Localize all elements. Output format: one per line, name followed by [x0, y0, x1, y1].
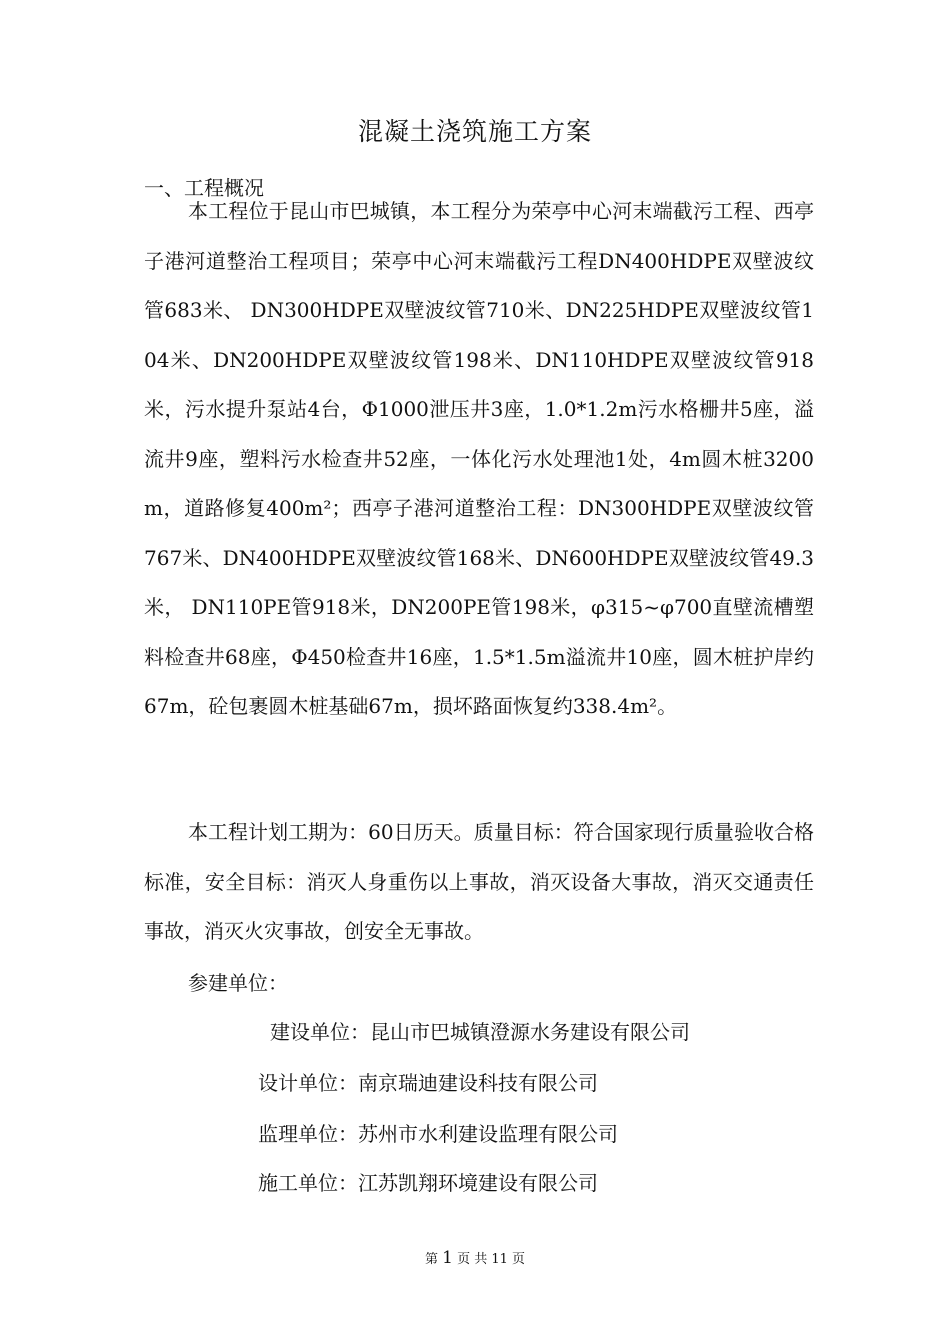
participant-construction-unit: 建设单位：昆山市巴城镇澄源水务建设有限公司 [270, 1020, 690, 1044]
participant-contractor-unit: 施工单位：江苏凯翔环境建设有限公司 [258, 1171, 598, 1195]
footer-page-number: 1 [442, 1248, 453, 1268]
paragraph-overview: 本工程位于昆山市巴城镇，本工程分为荣亭中心河末端截污工程、西亭子港河道整治工程项目；荣亭中心河末端截污工程DN400HDPE双壁波纹管683米、 DN300HDPE双壁波纹管710米、DN225HDPE双壁波纹管104米、DN200HDPE双壁波纹管198米、DN110HDPE双壁波纹管918米，污水提升泵站4台，Φ1000泄压井3座，1.0*1.2m污水格栅井5座，溢流井9座，塑料污水检查井52座，一体化污水处理池1处，4m圆木桩3200m，道路修复400m²；西亭子港河道整治工程：DN300HDPE双壁波纹管767米、DN400HDPE双壁波纹管168米、DN600HDPE双壁波纹管49.3米， DN110PE管918米，DN200PE管198米，φ315~φ700直壁流槽塑料检查井68座，Φ450检查井16座，1.5*1.5m溢流井10座，圆木桩护岸约67m，砼包裹圆木桩基础67m，损坏路面恢复约338.4m²。 [144, 199, 814, 718]
paragraph-schedule-goals: 本工程计划工期为：60日历天。质量目标：符合国家现行质量验收合格标准，安全目标：消灭人身重伤以上事故，消灭设备大事故，消灭交通责任事故，消灭火灾事故，创安全无事故。 [144, 820, 814, 943]
participant-supervision-unit: 监理单位：苏州市水利建设监理有限公司 [258, 1122, 618, 1146]
document-title: 混凝土浇筑施工方案 [357, 117, 592, 146]
footer-prefix: 第 [424, 1252, 438, 1267]
footer-suffix: 页 [512, 1252, 526, 1267]
participant-design-unit: 设计单位：南京瑞迪建设科技有限公司 [258, 1071, 598, 1095]
page-footer [0, 1248, 950, 1268]
footer-middle: 页 共 [457, 1252, 488, 1267]
section-heading: 一、工程概况 [144, 176, 264, 200]
footer-total-pages: 11 [491, 1252, 508, 1267]
participants-label: 参建单位： [188, 971, 288, 995]
